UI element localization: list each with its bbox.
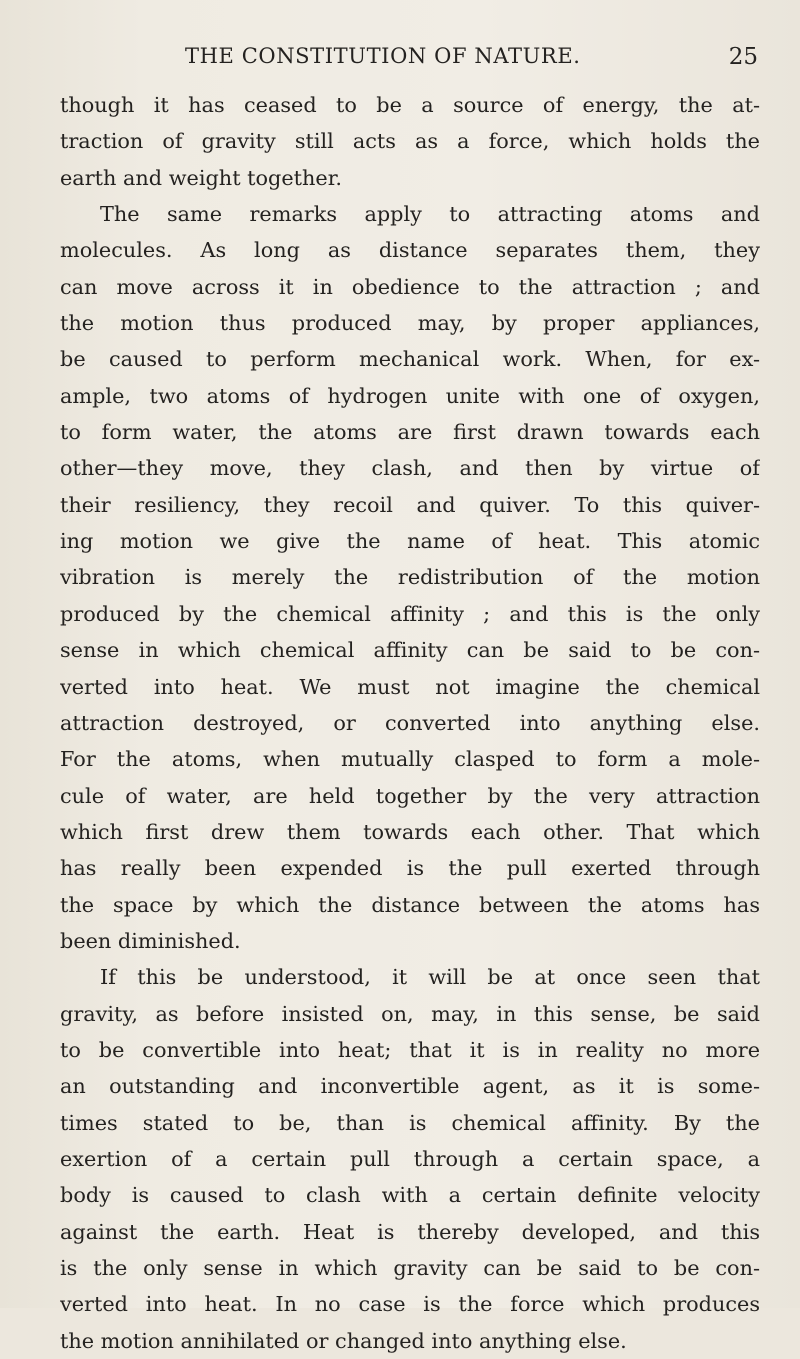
text-line: verted into heat. We must not imagine the chemical — [60, 674, 760, 699]
text-line: earth and weight together. — [60, 165, 342, 190]
text-line: traction of gravity still acts as a force, which holds the — [60, 129, 760, 154]
text-line: gravity, as before insisted on, may, in this sense, be said — [60, 1001, 760, 1026]
text-line: against the earth. Heat is thereby developed, and this — [60, 1219, 760, 1244]
text-line: times stated to be, than is chemical affinity. By the — [60, 1110, 760, 1135]
text-line: can move across it in obedience to the attraction ; and — [60, 274, 760, 299]
text-line: body is caused to clash with a certain definite velocity — [60, 1183, 760, 1208]
running-head: THE CONSTITUTION OF NATURE. — [185, 44, 581, 68]
text-line: the space by which the distance between the atoms has — [60, 892, 760, 917]
paragraph-start-line: The same remarks apply to attracting atoms and — [100, 202, 760, 227]
text-line: be caused to perform mechanical work. When, for ex- — [60, 347, 760, 372]
paragraph-start-line: If this be understood, it will be at once seen that — [100, 965, 760, 990]
text-line: to form water, the atoms are first drawn towards each — [60, 420, 760, 445]
text-line: the motion thus produced may, by proper appliances, — [60, 311, 760, 336]
page-header — [60, 44, 758, 80]
text-line: been diminished. — [60, 928, 241, 953]
text-line: verted into heat. In no case is the force which produces — [60, 1292, 760, 1317]
body-text — [60, 87, 760, 1359]
text-line: sense in which chemical affinity can be said to be con- — [60, 638, 760, 663]
text-line: which first drew them towards each other. That which — [60, 819, 760, 844]
text-line: their resiliency, they recoil and quiver. To this quiver- — [60, 492, 760, 517]
text-line: though it has ceased to be a source of energy, the at- — [60, 93, 760, 117]
text-line: ing motion we give the name of heat. This atomic — [60, 529, 760, 554]
text-line: to be convertible into heat; that it is in reality no more — [60, 1037, 760, 1062]
text-line: the motion annihilated or changed into anything else. — [60, 1328, 627, 1353]
text-line: has really been expended is the pull exerted through — [60, 856, 760, 881]
text-line: ample, two atoms of hydrogen unite with one of oxygen, — [60, 383, 760, 408]
text-line: an outstanding and inconvertible agent, as it is some- — [60, 1074, 760, 1099]
page-number: 25 — [728, 44, 758, 70]
text-line: other—they move, they clash, and then by virtue of — [60, 456, 760, 481]
text-line: exertion of a certain pull through a certain space, a — [60, 1146, 760, 1171]
text-line: For the atoms, when mutually clasped to form a mole- — [60, 747, 760, 772]
text-line: attraction destroyed, or converted into anything else. — [60, 710, 760, 735]
text-line: cule of water, are held together by the very attraction — [60, 783, 760, 808]
text-line: is the only sense in which gravity can be said to be con- — [60, 1256, 760, 1280]
text-line: produced by the chemical affinity ; and this is the only — [60, 601, 760, 626]
text-line: vibration is merely the redistribution of the motion — [60, 565, 760, 590]
text-line: molecules. As long as distance separates them, they — [60, 238, 760, 263]
